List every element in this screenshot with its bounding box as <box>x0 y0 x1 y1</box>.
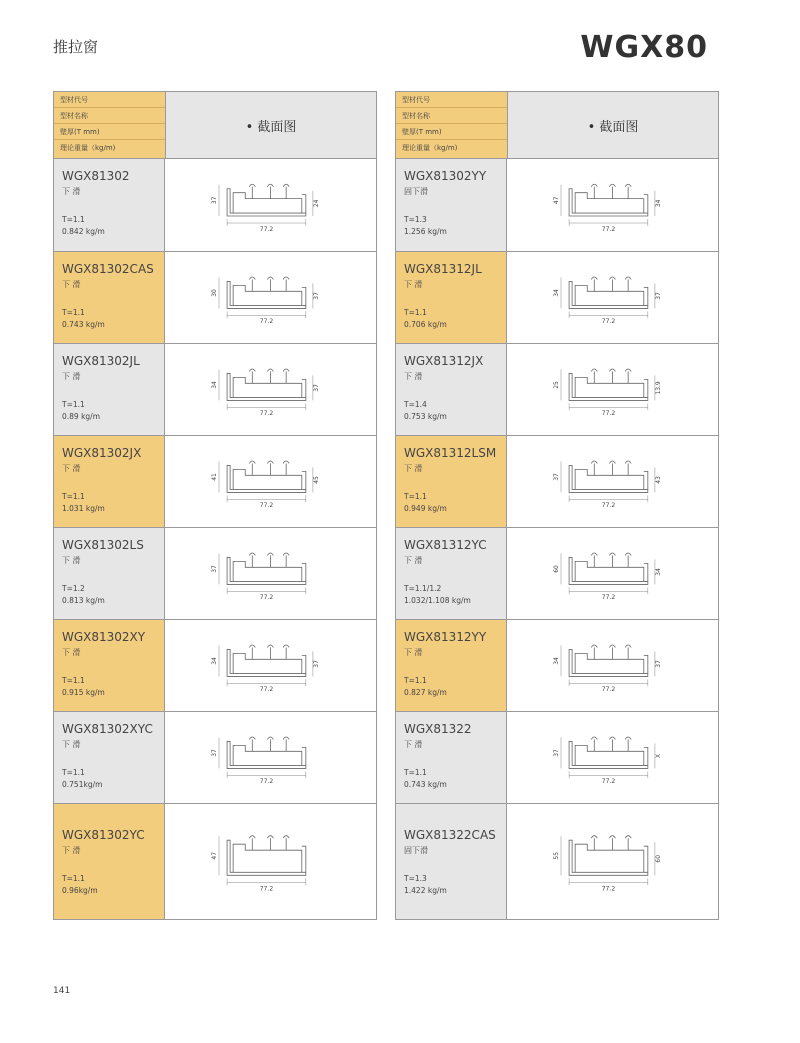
profile-section-drawing <box>569 836 648 876</box>
section-drawing <box>507 436 718 527</box>
dim-height-right: 45 <box>312 476 320 484</box>
section-drawing <box>507 344 718 435</box>
profile-info-cell <box>396 528 507 619</box>
profile-code: WGX81312YC <box>404 538 487 552</box>
section-drawing-cell <box>165 252 376 343</box>
table-row <box>54 159 376 252</box>
theoretical-weight: 0.915 kg/m <box>62 688 105 697</box>
wall-thickness: T=1.1 <box>404 308 427 317</box>
dim-height-right: X <box>654 753 662 758</box>
theoretical-weight: 0.706 kg/m <box>404 320 447 329</box>
profile-section-drawing <box>227 836 306 876</box>
section-drawing-cell <box>507 620 718 711</box>
profile-code: WGX81312JL <box>404 262 482 276</box>
wall-thickness: T=1.1 <box>62 874 85 883</box>
section-drawing <box>507 159 718 251</box>
dim-width: 77.2 <box>259 594 274 602</box>
profile-name: 下 滑 <box>404 372 423 381</box>
dim-width: 77.2 <box>259 410 274 418</box>
dim-width: 77.2 <box>601 318 616 326</box>
dim-width: 77.2 <box>259 885 274 893</box>
profile-table-right <box>395 91 719 920</box>
dim-width: 77.2 <box>601 778 616 786</box>
header-label: 理论重量（kg/m) <box>402 144 458 152</box>
theoretical-weight: 0.949 kg/m <box>404 504 447 513</box>
section-drawing <box>507 528 718 619</box>
table-row <box>54 252 376 344</box>
profile-name: 下 滑 <box>404 464 423 473</box>
header-labels <box>54 92 166 158</box>
section-drawing-cell <box>507 159 718 251</box>
table-header <box>396 92 718 159</box>
profile-code: WGX81302CAS <box>62 262 154 276</box>
table-row <box>54 620 376 712</box>
wall-thickness: T=1.1 <box>62 215 85 224</box>
section-drawing <box>165 528 376 619</box>
wall-thickness: T=1.1/1.2 <box>404 584 442 593</box>
dim-height-left: 37 <box>210 749 219 757</box>
profile-section-drawing <box>227 737 306 768</box>
wall-thickness: T=1.1 <box>62 492 85 501</box>
profile-code: WGX81302JX <box>62 446 142 460</box>
profile-code: WGX81302JL <box>62 354 140 368</box>
dim-width: 77.2 <box>259 318 274 326</box>
dim-width: 77.2 <box>601 885 616 893</box>
dim-height-left: 37 <box>210 565 219 573</box>
profile-info-cell <box>54 804 165 919</box>
table-row <box>396 159 718 252</box>
dim-height-left: 37 <box>552 749 561 757</box>
table-row <box>396 436 718 528</box>
theoretical-weight: 0.813 kg/m <box>62 596 105 605</box>
theoretical-weight: 0.827 kg/m <box>404 688 447 697</box>
table-row <box>396 712 718 804</box>
table-row <box>396 804 718 919</box>
wall-thickness: T=1.1 <box>62 768 85 777</box>
profile-name: 下 滑 <box>62 187 81 196</box>
profile-section-drawing <box>569 553 648 584</box>
profile-section-drawing <box>569 277 648 308</box>
profile-code: WGX81302LS <box>62 538 144 552</box>
dim-height-left: 37 <box>210 196 219 205</box>
profile-info-cell <box>396 159 507 251</box>
dim-height-right: 24 <box>312 199 320 208</box>
profile-name: 下 滑 <box>404 556 423 565</box>
section-drawing-cell <box>165 620 376 711</box>
profile-info-cell <box>54 344 165 435</box>
profile-name: 下 滑 <box>62 648 81 657</box>
profile-code: WGX81302YC <box>62 828 145 842</box>
profile-section-drawing <box>227 645 306 676</box>
section-drawing-cell <box>507 252 718 343</box>
section-drawing <box>165 436 376 527</box>
table-row <box>54 436 376 528</box>
table-row <box>54 804 376 919</box>
profile-name: 下 滑 <box>62 372 81 381</box>
header-label: 型材名称 <box>54 108 165 124</box>
page-number: 141 <box>53 986 71 996</box>
series-title: WGX80 <box>580 30 708 65</box>
dim-height-left: 34 <box>552 289 561 297</box>
profile-name: 下 滑 <box>404 648 423 657</box>
profile-section-drawing <box>569 645 648 676</box>
wall-thickness: T=1.1 <box>62 308 85 317</box>
profile-info-cell <box>396 344 507 435</box>
profile-section-drawing <box>227 461 306 492</box>
profile-code: WGX81302 <box>62 169 130 183</box>
section-drawing-cell <box>165 344 376 435</box>
theoretical-weight: 0.751kg/m <box>62 780 103 789</box>
section-drawing-cell <box>507 712 718 803</box>
wall-thickness: T=1.2 <box>62 584 85 593</box>
profile-info-cell <box>396 620 507 711</box>
dim-height-right: 13.9 <box>654 381 662 395</box>
theoretical-weight: 1.422 kg/m <box>404 886 447 895</box>
section-drawing-cell <box>507 344 718 435</box>
dim-height-right: 37 <box>654 660 662 668</box>
section-drawing <box>165 804 376 919</box>
profile-info-cell <box>54 712 165 803</box>
section-drawing-cell <box>507 528 718 619</box>
wall-thickness: T=1.1 <box>404 768 427 777</box>
section-drawing-cell <box>507 436 718 527</box>
section-drawing <box>165 252 376 343</box>
table-header <box>54 92 376 159</box>
profile-info-cell <box>54 252 165 343</box>
wall-thickness: T=1.4 <box>404 400 427 409</box>
dim-height-left: 37 <box>552 473 561 481</box>
table-row <box>396 528 718 620</box>
section-drawing-cell <box>165 712 376 803</box>
profile-name: 下 滑 <box>404 280 423 289</box>
dim-height-right: 37 <box>312 660 320 668</box>
dim-width: 77.2 <box>259 502 274 510</box>
header-label: 壁厚(T mm) <box>396 124 507 140</box>
wall-thickness: T=1.1 <box>404 676 427 685</box>
table-row <box>396 620 718 712</box>
header-label: 型材代号 <box>396 92 507 108</box>
profile-code: WGX81312YY <box>404 630 487 644</box>
profile-name: 下 滑 <box>404 740 423 749</box>
section-drawing <box>507 620 718 711</box>
profile-info-cell <box>54 159 165 251</box>
theoretical-weight: 1.031 kg/m <box>62 504 105 513</box>
dimension-lines <box>219 553 306 594</box>
profile-section-drawing <box>227 553 306 584</box>
profile-name: 下 滑 <box>62 280 81 289</box>
section-drawing-cell <box>165 528 376 619</box>
profile-code: WGX81322CAS <box>404 828 496 842</box>
dim-height-left: 47 <box>210 851 218 860</box>
profile-name: 下 滑 <box>62 464 81 473</box>
profile-info-cell <box>396 436 507 527</box>
dim-height-left: 25 <box>552 381 561 389</box>
section-drawing <box>507 804 718 919</box>
dim-width: 77.2 <box>601 502 616 510</box>
table-row <box>396 252 718 344</box>
theoretical-weight: 0.743 kg/m <box>62 320 105 329</box>
section-drawing-cell <box>165 159 376 251</box>
wall-thickness: T=1.1 <box>404 492 427 501</box>
dim-height-left: 34 <box>210 657 219 665</box>
section-drawing <box>507 252 718 343</box>
header-labels <box>396 92 508 158</box>
profile-name: 下 滑 <box>62 556 81 565</box>
table-row <box>54 344 376 436</box>
dim-height-right: 34 <box>654 199 662 208</box>
wall-thickness: T=1.1 <box>62 676 85 685</box>
profile-section-drawing <box>227 184 306 216</box>
table-row <box>54 528 376 620</box>
theoretical-weight: 1.256 kg/m <box>404 227 447 236</box>
section-drawing <box>165 344 376 435</box>
theoretical-weight: 0.842 kg/m <box>62 227 105 236</box>
dim-height-right: 34 <box>654 568 662 576</box>
profile-code: WGX81302YY <box>404 169 487 183</box>
dim-height-left: 34 <box>552 657 561 665</box>
profile-info-cell <box>54 436 165 527</box>
profile-code: WGX81302XY <box>62 630 146 644</box>
profile-section-drawing <box>569 461 648 492</box>
dim-width: 77.2 <box>601 594 616 602</box>
profile-info-cell <box>54 528 165 619</box>
header-label: 壁厚(T mm) <box>54 124 165 140</box>
wall-thickness: T=1.3 <box>404 874 427 883</box>
dimension-lines <box>219 737 306 778</box>
profile-info-cell <box>54 620 165 711</box>
profile-section-drawing <box>569 369 648 400</box>
profile-name: 固下滑 <box>404 187 428 196</box>
profile-name: 固下滑 <box>404 846 428 855</box>
profile-name: 下 滑 <box>62 846 81 855</box>
dim-width: 77.2 <box>601 225 616 233</box>
dim-height-right: 37 <box>312 384 320 392</box>
header-label: 型材名称 <box>396 108 507 124</box>
profile-name: 下 滑 <box>62 740 81 749</box>
profile-info-cell <box>396 804 507 919</box>
section-drawing-cell <box>165 804 376 919</box>
page-title: 推拉窗 <box>53 38 99 56</box>
profile-section-drawing <box>227 277 306 308</box>
profile-section-drawing <box>569 184 648 216</box>
profile-info-cell <box>396 712 507 803</box>
profile-info-cell <box>396 252 507 343</box>
profile-code: WGX81322 <box>404 722 472 736</box>
dim-height-left: 41 <box>210 473 219 481</box>
profile-section-drawing <box>569 737 648 768</box>
theoretical-weight: 0.753 kg/m <box>404 412 447 421</box>
header-label: 型材代号 <box>54 92 165 108</box>
section-drawing-cell <box>507 804 718 919</box>
dim-height-right: 60 <box>654 854 662 863</box>
section-drawing <box>507 712 718 803</box>
dim-height-right: 37 <box>312 292 320 300</box>
profile-code: WGX81302XYC <box>62 722 153 736</box>
profile-code: WGX81312JX <box>404 354 484 368</box>
dim-width: 77.2 <box>259 778 274 786</box>
section-drawing <box>165 159 376 251</box>
profile-table-left <box>53 91 377 920</box>
table-row <box>54 712 376 804</box>
dim-height-left: 55 <box>552 851 560 860</box>
dim-height-right: 37 <box>654 292 662 300</box>
wall-thickness: T=1.3 <box>404 215 427 224</box>
dim-height-left: 34 <box>210 381 219 389</box>
profile-code: WGX81312LSM <box>404 446 497 460</box>
theoretical-weight: 1.032/1.108 kg/m <box>404 596 471 605</box>
theoretical-weight: 0.743 kg/m <box>404 780 447 789</box>
wall-thickness: T=1.1 <box>62 400 85 409</box>
dim-width: 77.2 <box>259 225 274 233</box>
dim-height-right: 43 <box>654 476 662 484</box>
dim-width: 77.2 <box>259 686 274 694</box>
section-drawing <box>165 620 376 711</box>
theoretical-weight: 0.96kg/m <box>62 886 98 895</box>
section-title: • 截面图 <box>508 92 718 158</box>
dim-width: 77.2 <box>601 686 616 694</box>
dim-width: 77.2 <box>601 410 616 418</box>
dim-height-left: 60 <box>552 565 561 573</box>
section-title: • 截面图 <box>166 92 376 158</box>
profile-section-drawing <box>227 369 306 400</box>
dimension-lines <box>219 836 306 885</box>
table-row <box>396 344 718 436</box>
section-drawing <box>165 712 376 803</box>
dim-height-left: 47 <box>552 196 561 205</box>
dim-height-left: 30 <box>210 289 219 297</box>
section-drawing-cell <box>165 436 376 527</box>
theoretical-weight: 0.89 kg/m <box>62 412 101 421</box>
header-label: 理论重量（kg/m) <box>60 144 116 152</box>
